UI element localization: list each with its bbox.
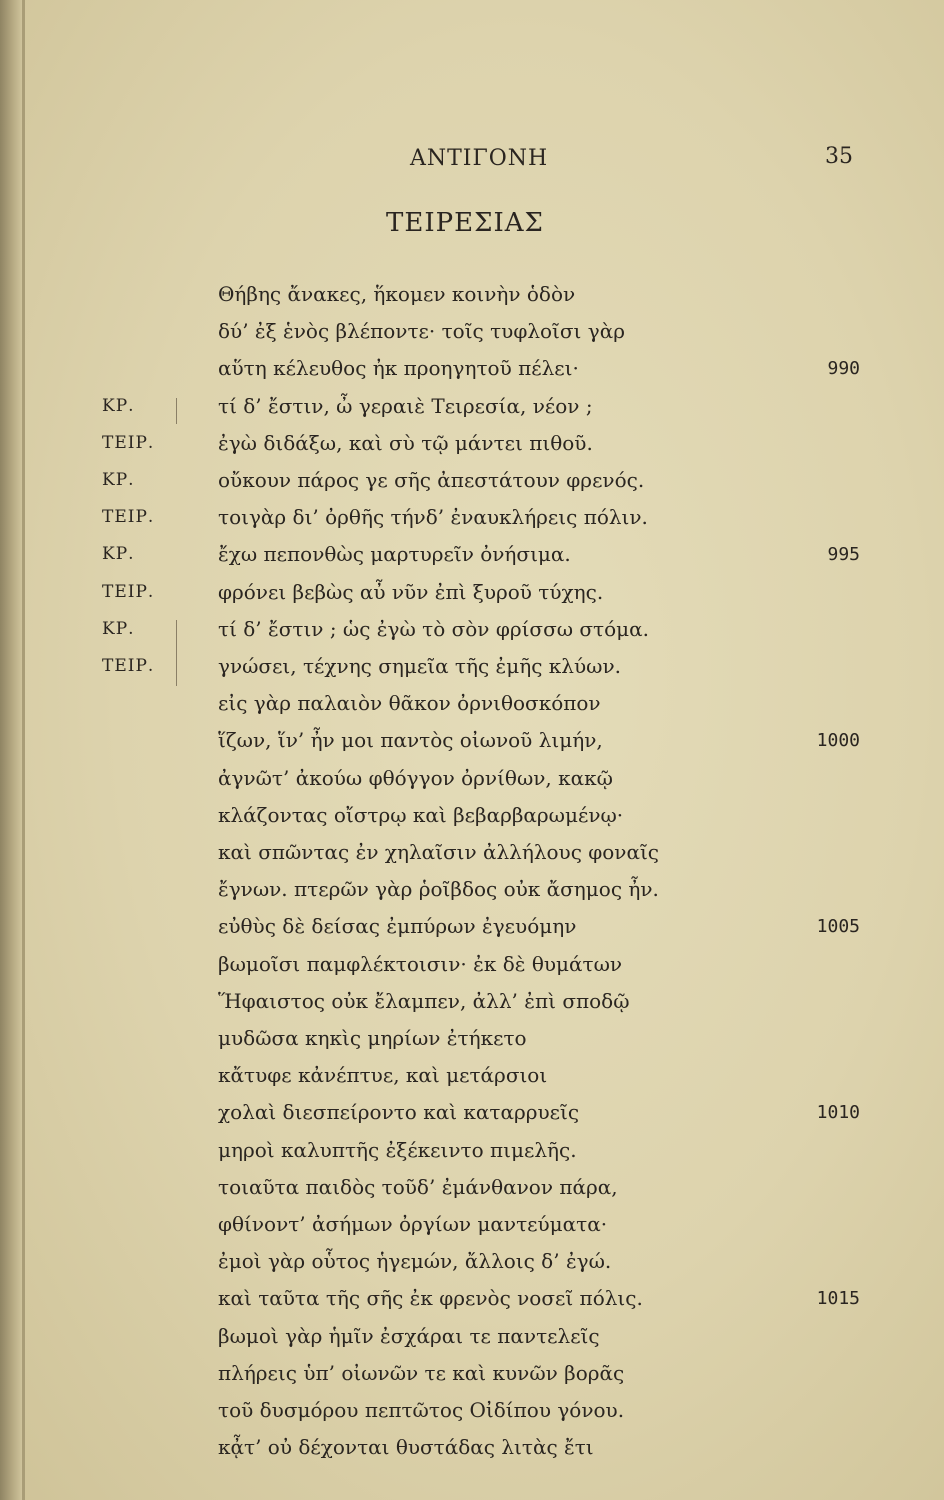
verse-line: πλήρεις ὑπ’ οἰωνῶν τε καὶ κυνῶν βορᾶς bbox=[218, 1360, 625, 1385]
binding-edge bbox=[22, 0, 25, 1500]
line-number: 995 bbox=[827, 544, 860, 566]
verse-line: εὐθὺς δὲ δείσας ἐμπύρων ἐγευόμην bbox=[218, 914, 577, 939]
verse-line: καὶ ταῦτα τῆς σῆς ἐκ φρενὸς νοσεῖ πόλις. bbox=[218, 1286, 643, 1311]
speaker-label: ΤΕΙΡ. bbox=[102, 656, 155, 676]
verse-line: αὕτη κέλευθος ἠκ προηγητοῦ πέλει· bbox=[218, 356, 579, 381]
verse-line: ἔγνων. πτερῶν γὰρ ῥοῖβδος οὐκ ἄσημος ἦν. bbox=[218, 877, 659, 902]
line-number: 1005 bbox=[816, 916, 860, 938]
verse-line: τοιγὰρ δι’ ὀρθῆς τήνδ’ ἐναυκλήρεις πόλιν. bbox=[218, 505, 648, 530]
verse-line: ἵζων, ἵν’ ἦν μοι παντὸς οἰωνοῦ λιμήν, bbox=[218, 728, 603, 753]
speaker-label: ΤΕΙΡ. bbox=[102, 581, 155, 602]
margin-rule bbox=[176, 398, 177, 424]
verse-line: τί δ’ ἔστιν, ὦ γεραιὲ Τειρεσία, νέον ; bbox=[218, 393, 593, 418]
verse-line: ἔχω πεπονθὼς μαρτυρεῖν ὀνήσιμα. bbox=[218, 542, 571, 567]
verse-line: γνώσει, τέχνης σημεῖα τῆς ἐμῆς κλύων. bbox=[218, 654, 621, 678]
speaker-label: ΚΡ. bbox=[102, 470, 135, 490]
speaker-heading: ΤΕΙΡΕΣΙΑΣ bbox=[386, 208, 544, 238]
verse-line: τί δ’ ἔστιν ; ὡς ἐγὼ τὸ σὸν φρίσσω στόμα. bbox=[218, 616, 650, 641]
line-number: 990 bbox=[827, 358, 860, 380]
verse-line: μυδῶσα κηκὶς μηρίων ἐτήκετο bbox=[218, 1026, 527, 1050]
book-binding bbox=[0, 0, 22, 1500]
verse-line: κλάζοντας οἴστρῳ καὶ βεβαρβαρωμένῳ· bbox=[218, 802, 624, 827]
verse-line: εἰς γὰρ παλαιὸν θᾶκον ὀρνιθοσκόπον bbox=[218, 691, 601, 716]
verse-line: ἐμοὶ γὰρ οὗτος ἡγεμών, ἄλλοις δ’ ἐγώ. bbox=[218, 1249, 612, 1274]
verse-line: ἐγὼ διδάξω, καὶ σὺ τῷ μάντει πιθοῦ. bbox=[218, 430, 593, 455]
verse-line: χολαὶ διεσπείροντο καὶ καταρρυεῖς bbox=[218, 1100, 580, 1125]
verse-line: τοιαῦτα παιδὸς τοῦδ’ ἐμάνθανον πάρα, bbox=[218, 1174, 618, 1199]
line-number: 1010 bbox=[816, 1102, 860, 1124]
verse-line: οὔκουν πάρος γε σῆς ἀπεστάτουν φρενός. bbox=[218, 468, 645, 492]
margin-rule bbox=[176, 620, 177, 686]
line-number: 1000 bbox=[816, 730, 860, 752]
running-title: ΑΝΤΙΓΟΝΗ bbox=[410, 146, 549, 171]
speaker-label: ΚΡ. bbox=[102, 544, 135, 565]
verse-line: δύ’ ἐξ ἑνὸς βλέποντε· τοῖς τυφλοῖσι γὰρ bbox=[218, 319, 625, 344]
verse-line: βωμοῖσι παμφλέκτοισιν· ἐκ δὲ θυμάτων bbox=[218, 951, 623, 976]
verse-line: κᾆτ’ οὐ δέχονται θυστάδας λιτὰς ἔτι bbox=[218, 1435, 594, 1460]
speaker-label: ΤΕΙΡ. bbox=[102, 507, 155, 528]
verse-line: τοῦ δυσμόρου πεπτῶτος Οἰδίπου γόνου. bbox=[218, 1398, 625, 1422]
speaker-label: ΤΕΙΡ. bbox=[102, 432, 155, 453]
verse-line: μηροὶ καλυπτῆς ἐξέκειντο πιμελῆς. bbox=[218, 1137, 577, 1162]
verse-line: φρόνει βεβὼς αὖ νῦν ἐπὶ ξυροῦ τύχης. bbox=[218, 579, 604, 604]
verse-line: κἄτυφε κἀνέπτυε, καὶ μετάρσιοι bbox=[218, 1063, 548, 1088]
line-number: 1015 bbox=[816, 1288, 860, 1310]
verse-line: καὶ σπῶντας ἐν χηλαῖσιν ἀλλήλους φοναῖς bbox=[218, 840, 660, 864]
verse-line: βωμοὶ γὰρ ἡμῖν ἐσχάραι τε παντελεῖς bbox=[218, 1323, 600, 1348]
verse-line: Ἥφαιστος οὐκ ἔλαμπεν, ἀλλ’ ἐπὶ σποδῷ bbox=[218, 988, 630, 1013]
verse-line: ἀγνῶτ’ ἀκούω φθόγγον ὀρνίθων, κακῷ bbox=[218, 765, 613, 790]
verse-line: Θήβης ἄνακες, ἥκομεν κοινὴν ὁδὸν bbox=[218, 282, 576, 306]
speaker-label: ΚΡ. bbox=[102, 618, 135, 639]
page-number: 35 bbox=[825, 144, 853, 169]
speaker-label: ΚΡ. bbox=[102, 395, 135, 416]
verse-line: φθίνοντ’ ἀσήμων ὀργίων μαντεύματα· bbox=[218, 1212, 608, 1236]
